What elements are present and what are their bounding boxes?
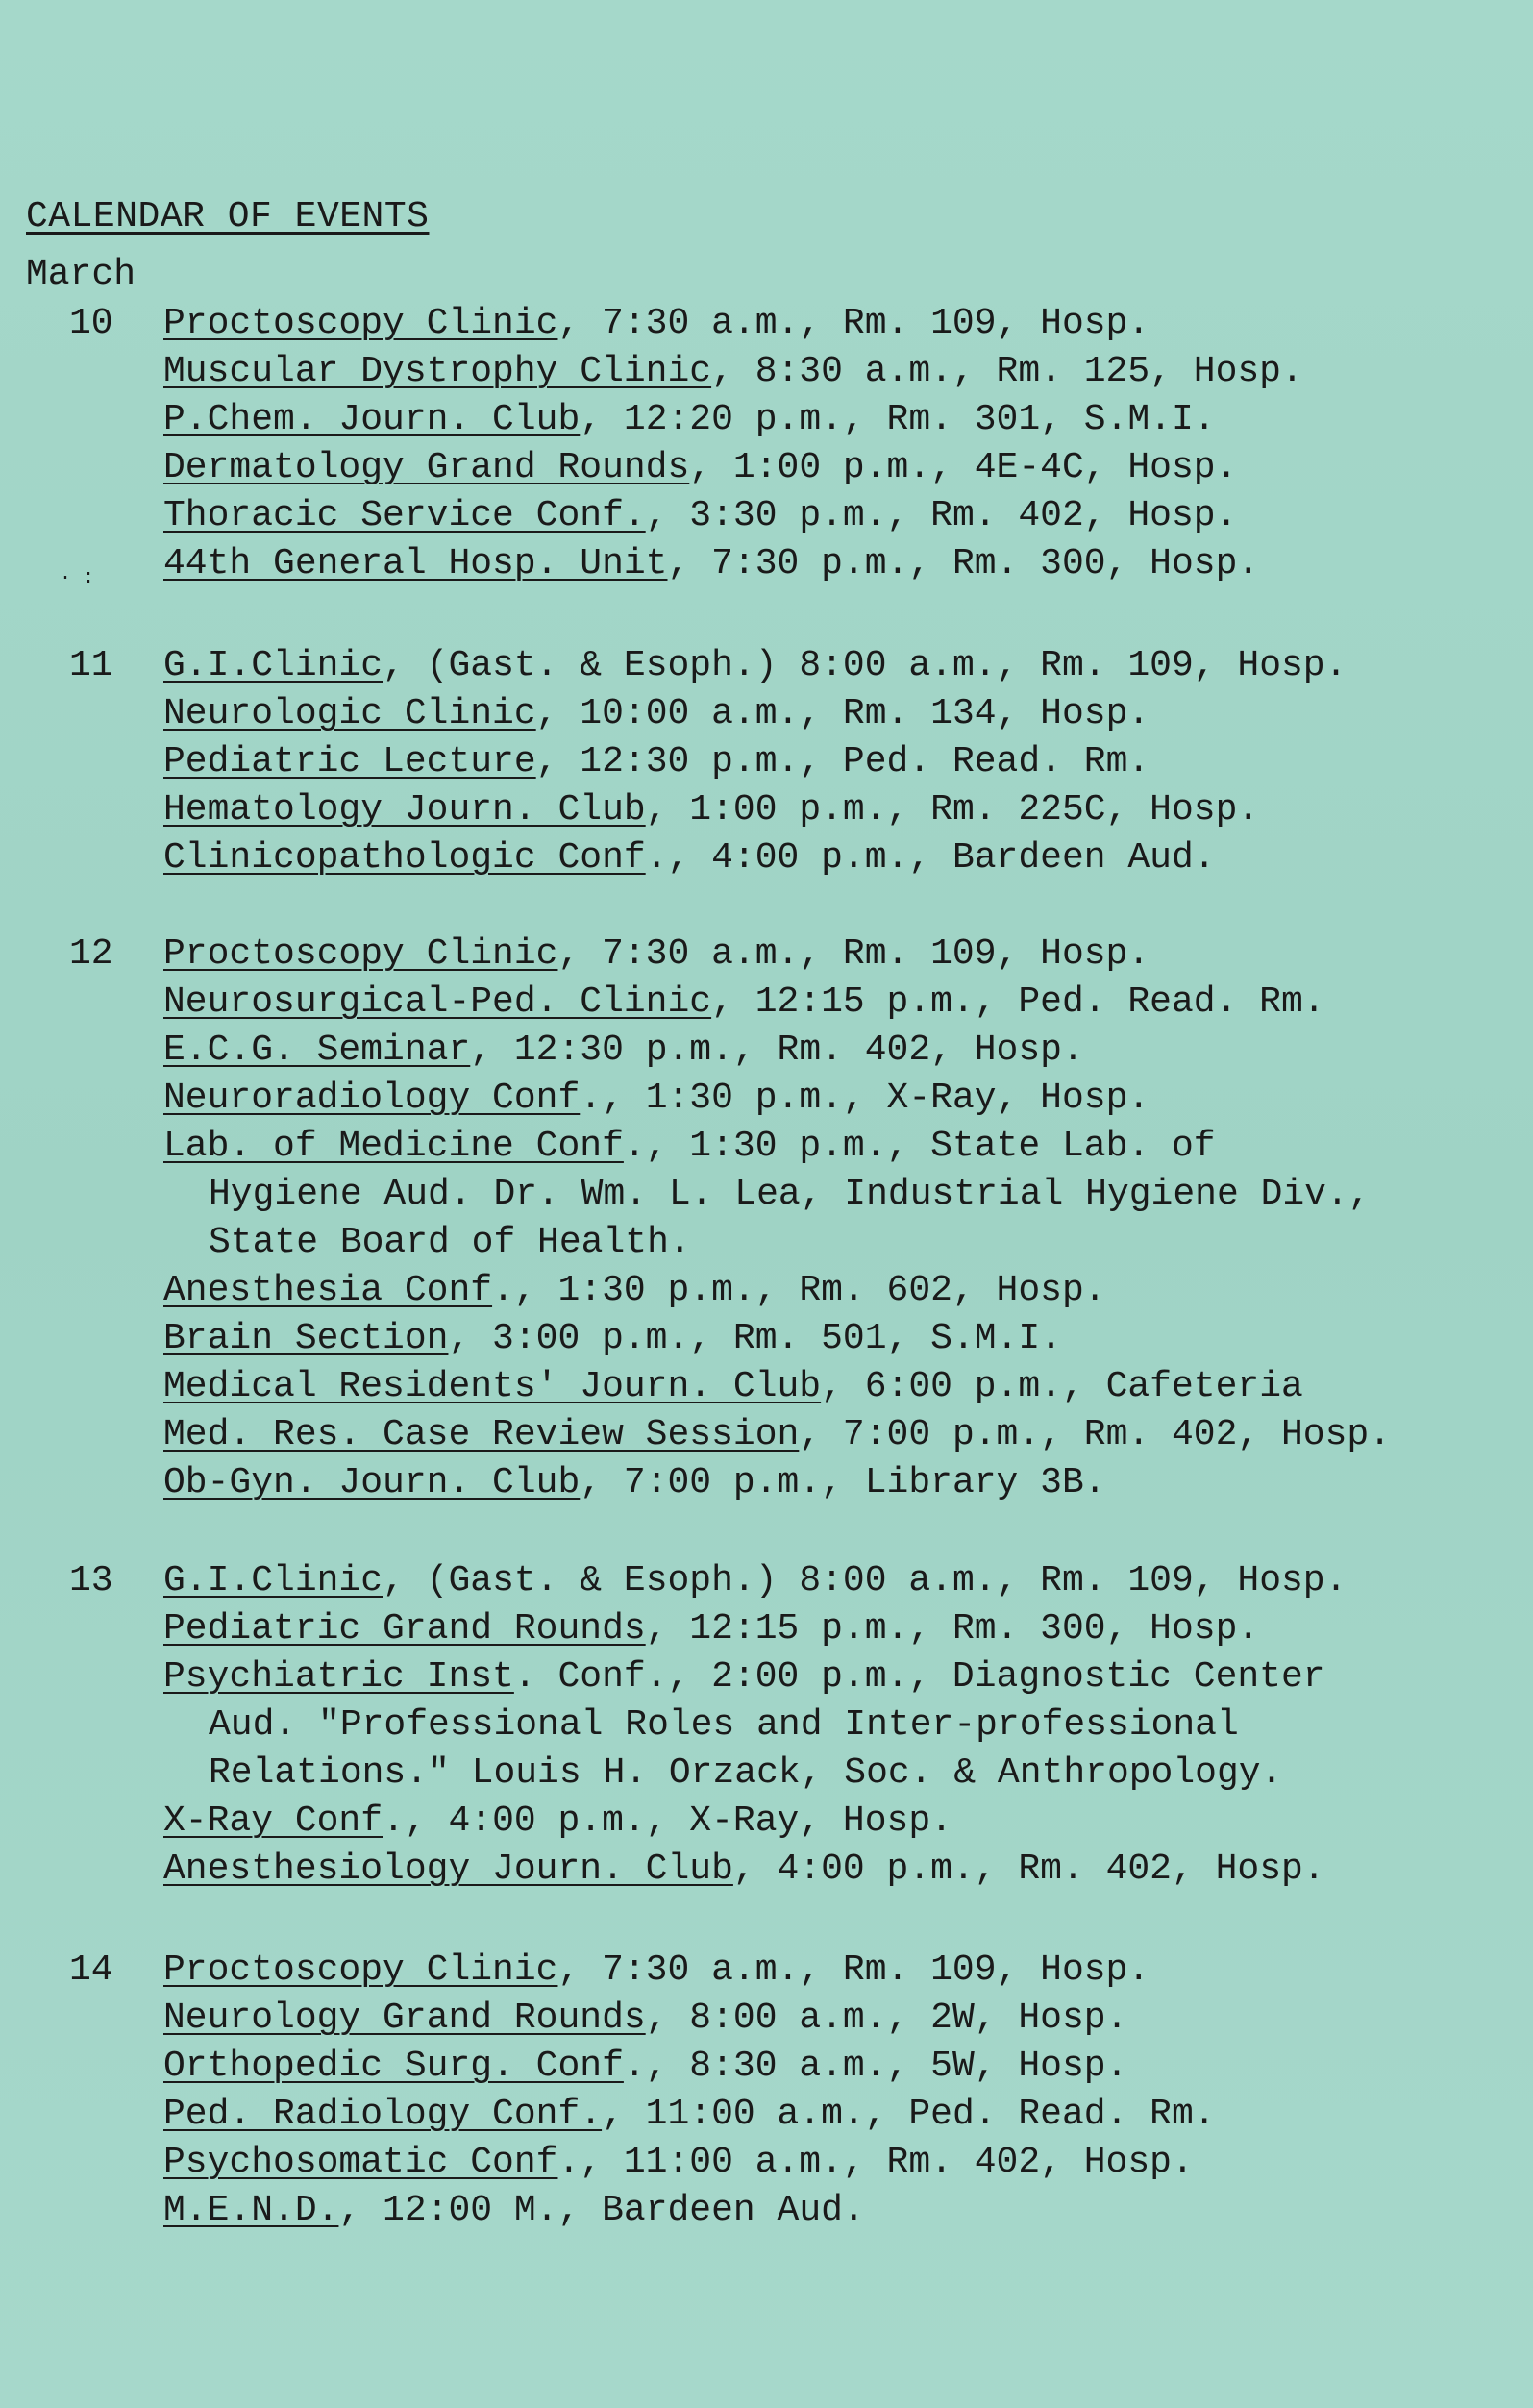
event-details: , 7:30 p.m., Rm. 300, Hosp. [667,543,1260,584]
event-title: Pediatric Grand Rounds [163,1608,646,1650]
event-title: Psychiatric Inst [163,1656,514,1698]
event-entry [163,738,1347,786]
day-block-13 [0,1557,1347,1894]
event-details: , 12:30 p.m., Rm. 402, Hosp. [470,1030,1084,1071]
event-title: Ob-Gyn. Journ. Club [163,1462,581,1503]
event-title: Neurologic Clinic [163,693,536,734]
event-entry [163,931,1391,979]
event-entry [163,1653,1347,1701]
day-block-11 [0,642,1347,882]
event-details: , 11:00 a.m., Ped. Read. Rm. [602,2094,1216,2135]
event-title: G.I.Clinic [163,645,383,686]
event-title: X-Ray Conf [163,1800,383,1842]
event-details: ., 1:30 p.m., Rm. 602, Hosp. [492,1270,1106,1311]
event-details: ., 1:30 p.m., State Lab. of [623,1126,1216,1167]
event-details: State Board of Health. [209,1222,691,1263]
event-title: E.C.G. Seminar [163,1030,471,1071]
event-title: Neuroradiology Conf [163,1078,581,1119]
event-entry [163,1411,1391,1459]
event-details: Hygiene Aud. Dr. Wm. L. Lea, Industrial Hygiene Div., [209,1174,1371,1215]
event-entry [163,834,1347,882]
event-entry [163,1605,1347,1653]
event-details: , 12:30 p.m., Ped. Read. Rm. [535,741,1150,782]
event-title: Anesthesiology Journ. Club [163,1849,733,1890]
day-block-12 [0,931,1391,1507]
event-title: Proctoscopy Clinic [163,303,558,344]
event-title: Thoracic Service Conf. [163,495,646,536]
month-label: March [26,254,136,295]
event-details: , 8:30 a.m., Rm. 125, Hosp. [711,351,1303,392]
event-title: Neurosurgical-Ped. Clinic [163,981,712,1023]
event-details: , 10:00 a.m., Rm. 134, Hosp. [535,693,1150,734]
event-title: M.E.N.D. [163,2190,339,2231]
event-continuation [209,1750,1347,1798]
event-title: Proctoscopy Clinic [163,933,558,975]
event-details: ., 4:00 p.m., X-Ray, Hosp. [383,1800,952,1842]
event-details: , 7:30 a.m., Rm. 109, Hosp. [557,303,1150,344]
event-entry [163,690,1347,738]
event-entry [163,1267,1391,1315]
event-title: G.I.Clinic [163,1560,383,1601]
event-continuation [209,1219,1391,1267]
event-details: , 1:00 p.m., Rm. 225C, Hosp. [645,789,1260,831]
event-details: , 12:15 p.m., Rm. 300, Hosp. [645,1608,1260,1650]
event-title: 44th General Hosp. Unit [163,543,668,584]
event-entry [163,1995,1216,2043]
event-continuation [209,1701,1347,1750]
day-number: 13 [69,1560,113,1601]
event-details: , 3:00 p.m., Rm. 501, S.M.I. [448,1318,1062,1359]
fold-mark: · : [60,567,95,589]
event-details: , 12:20 p.m., Rm. 301, S.M.I. [580,399,1216,440]
event-title: Psychosomatic Conf [163,2142,558,2183]
day-block-10 [0,300,1303,588]
event-entry [163,348,1303,396]
event-title: Anesthesia Conf [163,1270,493,1311]
day-block-14 [0,1947,1216,2235]
event-details: , 3:30 p.m., Rm. 402, Hosp. [645,495,1238,536]
event-continuation [209,1171,1391,1219]
day-number: 12 [69,933,113,975]
event-title: Clinicopathologic Conf [163,837,646,879]
event-title: Ped. Radiology Conf. [163,2094,603,2135]
event-details: , (Gast. & Esoph.) 8:00 a.m., Rm. 109, Hosp. [383,645,1348,686]
event-details: ., 8:30 a.m., 5W, Hosp. [623,2046,1128,2087]
event-title: Lab. of Medicine Conf [163,1126,624,1167]
day-number: 10 [69,303,113,344]
event-entry [163,1075,1391,1123]
event-entry [163,1557,1347,1605]
event-entry [163,444,1303,492]
event-entry [163,979,1391,1027]
event-details: , 7:30 a.m., Rm. 109, Hosp. [557,1949,1150,1991]
event-details: Relations." Louis H. Orzack, Soc. & Anthropology. [209,1752,1283,1794]
event-details: , 4:00 p.m., Rm. 402, Hosp. [732,1849,1325,1890]
event-details: , 7:00 p.m., Library 3B. [580,1462,1106,1503]
event-title: Hematology Journ. Club [163,789,646,831]
event-entry [163,1947,1216,1995]
event-entry [163,1315,1391,1363]
event-title: Dermatology Grand Rounds [163,447,690,488]
event-details: Aud. "Professional Roles and Inter-professional [209,1704,1239,1746]
event-entry [163,300,1303,348]
event-details: , 7:30 a.m., Rm. 109, Hosp. [557,933,1150,975]
event-title: Orthopedic Surg. Conf [163,2046,624,2087]
event-entry [163,1846,1347,1894]
event-entry [163,396,1303,444]
event-entry [163,540,1303,588]
event-title: Pediatric Lecture [163,741,536,782]
event-entry [163,492,1303,540]
page-heading: CALENDAR OF EVENTS [26,196,430,237]
event-title: Brain Section [163,1318,449,1359]
event-entry [163,1123,1391,1171]
event-entry [163,2043,1216,2091]
event-details: , 6:00 p.m., Cafeteria [821,1366,1303,1407]
event-entry [163,1363,1391,1411]
event-title: Med. Res. Case Review Session [163,1414,800,1455]
event-entry [163,786,1347,834]
event-details: , 1:00 p.m., 4E-4C, Hosp. [689,447,1238,488]
event-details: , 12:15 p.m., Ped. Read. Rm. [711,981,1325,1023]
event-entry [163,2139,1216,2187]
event-entry [163,2187,1216,2235]
event-details: ., 4:00 p.m., Bardeen Aud. [645,837,1216,879]
event-entry [163,1027,1391,1075]
day-number: 14 [69,1949,113,1991]
event-details: , 8:00 a.m., 2W, Hosp. [645,1998,1128,2039]
event-entry [163,1798,1347,1846]
event-details: . Conf., 2:00 p.m., Diagnostic Center [513,1656,1325,1698]
event-details: ., 1:30 p.m., X-Ray, Hosp. [580,1078,1150,1119]
event-title: Proctoscopy Clinic [163,1949,558,1991]
event-details: , (Gast. & Esoph.) 8:00 a.m., Rm. 109, Hosp. [383,1560,1348,1601]
event-title: P.Chem. Journ. Club [163,399,581,440]
event-title: Muscular Dystrophy Clinic [163,351,712,392]
day-number: 11 [69,645,113,686]
event-details: , 7:00 p.m., Rm. 402, Hosp. [799,1414,1392,1455]
event-entry [163,1459,1391,1507]
event-details: ., 11:00 a.m., Rm. 402, Hosp. [557,2142,1194,2183]
event-entry [163,2091,1216,2139]
event-entry [163,642,1347,690]
event-details: , 12:00 M., Bardeen Aud. [338,2190,865,2231]
event-title: Medical Residents' Journ. Club [163,1366,822,1407]
event-title: Neurology Grand Rounds [163,1998,646,2039]
